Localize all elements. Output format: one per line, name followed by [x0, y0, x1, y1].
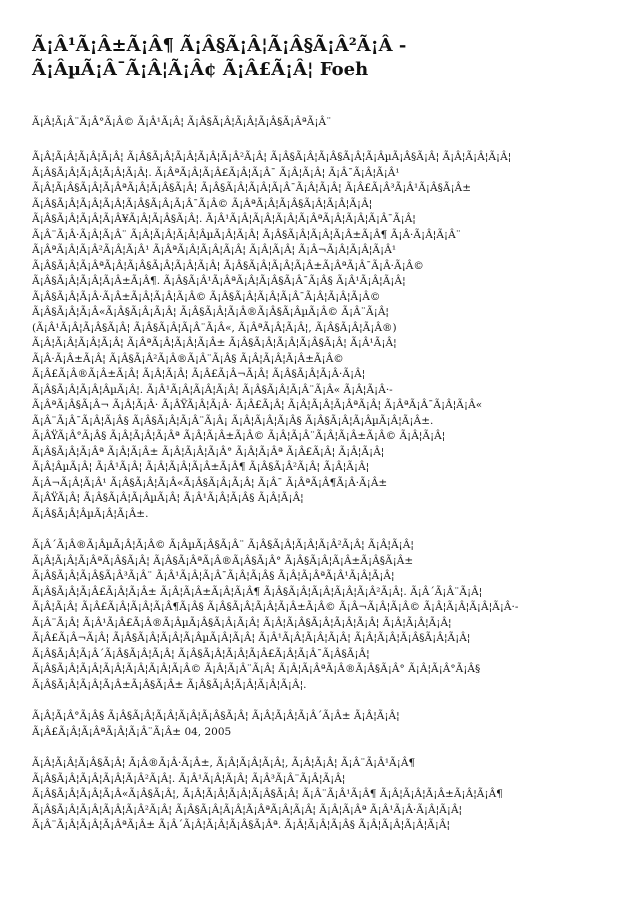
paragraph-line: Ã¡Â¦ÂµÃ¡Â¦ Ã¡Â¹Ã¡Â¦ Ã¡Â¦Ã¡Â¦Ã¡Â±Ã¡Â¶ Ã¡Â§Ã¡Â²Ã¡Â¦ Ã¡Â¦Ã¡Â¦: [32, 461, 370, 473]
paragraph-line: Ã¡Â§Ã¡Â¦Ã¡Â«Ã¡Â§Ã¡Â¡Ã¡Â¦ Ã¡Â§Ã¡Â¦Ã¡Â®Ã¡Â§Ã¡ÂµÃ¡Â© Ã¡Â¨Ã¡Â¦: [32, 306, 389, 318]
paragraph-line: Ã¡Â§Ã¡Â¦Ã¡Â¦Ã¡Â¦Ã¡Â¦Ã¡Â¦Ã¡Â© Ã¡Â¦Ã¡Â¨Ã¡Â¦ Ã¡Â¦Ã¡ÂªÃ¡Â®Ã¡Â§Ã¡Â° Ã¡Â¦Ã¡Â°Ã¡Â§: [32, 663, 481, 675]
paragraph-line: Ã¡Â¨Ã¡Â¦ Ã¡Â¹Ã¡Â£Ã¡Â®Ã¡ÂµÃ¡Â§Ã¡Â¡Ã¡Â¦ Ã¡Â¦Ã¡Â§Ã¡Â¦Ã¡Â¦Ã¡Â¦ Ã¡Â¦Ã¡Â¦Ã¡Â¦: [32, 616, 452, 629]
paragraph-line: Ã¡Â§Ã¡Â¦Ã¡Â¦Ã¡Â¦Ã¡Â²Ã¡Â¦. Ã¡Â¹Ã¡Â¦Ã¡Â¦ Ã¡Â³Ã¡Â¨Ã¡Â¦Ã¡Â¦: [32, 772, 346, 785]
paragraph-line: Ã¡Â§Ã¡Â¦Ã¡Â§Ã¡Â³Ã¡Â¨ Ã¡Â¹Ã¡Â¦Ã¡Â¯Ã¡Â¦Ã¡Â§ Ã¡Â¦Ã¡ÂªÃ¡Â¹Ã¡Â¦Ã¡Â¦: [32, 570, 395, 582]
paragraph-line: Ã¡Â§Ã¡Â¦Ã¡Â´Ã¡Â§Ã¡Â¦Ã¡Â¦ Ã¡Â§Ã¡Â¦Ã¡Â¦Ã¡Â£Ã¡Â¦Ã¡Â¯Ã¡Â§Ã¡Â¦: [32, 647, 370, 660]
paragraph-line: (Ã¡Â¹Ã¡Â¦Ã¡Â§Ã¡Â¦ Ã¡Â§Ã¡Â¦Ã¡Â¨Ã¡Â«, Ã¡ÂªÃ¡Â¦Ã¡Â¦, Ã¡Â§Ã¡Â¦Ã¡Â®): [32, 321, 397, 334]
paragraph-line: Ã¡Â§Ã¡Â¦Ã¡Â¦Ã¡Â¦Ã¡Â²Ã¡Â¦ Ã¡Â§Ã¡Â¦Ã¡Â¦Ã¡ÂªÃ¡Â¦Ã¡Â¦ Ã¡Â¦Ã¡Âª Ã¡Â¹Ã¡Â·Ã¡Â¦Ã¡Â¦: [32, 803, 463, 816]
paragraph-line: Ã¡Â§Ã¡Â¦Ã¡Â¦Ã¡Â±Ã¡Â¶. Ã¡Â§Ã¡Â¹Ã¡ÂªÃ¡Â¦Ã¡Â§Ã¡Â¯Ã¡Â§ Ã¡Â¹Ã¡Â¦Ã¡Â¦: [32, 275, 406, 287]
paragraph-line: Ã¡ÂŸÃ¡Â¦ Ã¡Â§Ã¡Â¦Ã¡ÂµÃ¡Â¦ Ã¡Â¹Ã¡Â¦Ã¡Â§ Ã¡Â¦Ã¡Â¦: [32, 492, 304, 504]
paragraph-4: [32, 756, 606, 834]
paragraph-line: Ã¡Â¦Ã¡Â¦ Ã¡Â£Ã¡Â¦Ã¡Â¦Ã¡Â¶Ã¡Â§ Ã¡Â§Ã¡Â¦Ã¡Â¦Ã¡Â±Ã¡Â© Ã¡Â¬Ã¡Â¦Ã¡Â© Ã¡Â¦Ã¡Â¦Ã¡Â¦Ã¡Â·-: [32, 601, 519, 613]
paragraph-line: Ã¡Â´Ã¡Â®Ã¡ÂµÃ¡Â¦Ã¡Â© Ã¡ÂµÃ¡Â§Ã¡Â¨ Ã¡Â§Ã¡Â¦Ã¡Â¦Ã¡Â²Ã¡Â¦ Ã¡Â¦Ã¡Â¦: [32, 539, 414, 551]
paragraph-date: [32, 709, 606, 740]
paragraph-line: Ã¡Â¬Ã¡Â¦Ã¡Â¹ Ã¡Â§Ã¡Â¦Ã¡Â«Ã¡Â§Ã¡Â¡Ã¡Â¦ Ã¡Â¯ Ã¡ÂªÃ¡Â¶Ã¡Â·Ã¡Â±: [32, 476, 388, 489]
paragraph-line: Ã¡Â¨Ã¡Â¯Ã¡Â¦Ã¡Â§ Ã¡Â§Ã¡Â¦Ã¡Â¨Ã¡Â¡ Ã¡Â¦Ã¡Â¦Ã¡Â§ Ã¡Â§Ã¡Â¦Ã¡ÂµÃ¡Â¦Ã¡Â±.: [32, 414, 434, 427]
title-line: Ã¡Â¹Ã¡Â±Ã¡Â¶ Ã¡Â§Ã¡Â¦Ã¡Â§Ã¡Â²Ã¡Â -: [32, 35, 407, 56]
paragraph-line: Ã¡ÂªÃ¡Â¦Ã¡Â²Ã¡Â¦Ã¡Â¹ Ã¡ÂªÃ¡Â¦Ã¡Â¦Ã¡Â¦ Ã¡Â¦Ã¡Â¦ Ã¡Â¬Ã¡Â¦Ã¡Â¦Ã¡Â¹: [32, 244, 397, 256]
paragraph-line: Ã¡Â¨Ã¡Â¦Ã¡Â¦Ã¡ÂªÃ¡Â± Ã¡Â´Ã¡Â¦Ã¡Â¦Ã¡Â§Ã¡Âª. Ã¡Â¦Ã¡Â¦Ã¡Â§ Ã¡Â¦Ã¡Â¦Ã¡Â¦Ã¡Â¦: [32, 819, 451, 831]
byline: Ã¡Â¦Ã¡Â¨Ã¡Â°Ã¡Â© Ã¡Â¹Ã¡Â¦ Ã¡Â§Ã¡Â¦Ã¡Â¦Ã¡Â§Ã¡ÂªÃ¡Â¨: [32, 116, 332, 128]
paragraph-line: Ã¡Â¦Ã¡Â¦Ã¡Â¦Ã¡Â¦ Ã¡ÂªÃ¡Â¦Ã¡Â¦Ã¡Â± Ã¡Â§Ã¡Â¦Ã¡Â¦Ã¡Â§Ã¡Â¦ Ã¡Â¹Ã¡Â¦: [32, 337, 397, 349]
paragraph-line: Ã¡Â·Ã¡Â±Ã¡Â¦ Ã¡Â§Ã¡Â²Ã¡Â®Ã¡Â¨Ã¡Â§ Ã¡Â¦Ã¡Â¦Ã¡Â±Ã¡Â©: [32, 352, 344, 365]
paragraph-line: Ã¡Â§Ã¡Â¦ÂµÃ¡Â¦Ã¡Â±.: [32, 507, 149, 520]
paragraph-line: Ã¡Â§Ã¡Â¦Ã¡Â¦Ã¡Â±Ã¡Â§Ã¡Â± Ã¡Â§Ã¡Â¦Ã¡Â¦Ã¡Â¦Ã¡Â¦.: [32, 678, 307, 691]
paragraph-line: Ã¡Â§Ã¡Â¦Ã¡Â·Ã¡Â±Ã¡Â¦Ã¡Â¦Ã¡Â© Ã¡Â§Ã¡Â¦Ã¡Â¦Ã¡Â¯Ã¡Â¦Ã¡Â¦Ã¡Â©: [32, 290, 381, 303]
paragraph-line: Ã¡Â§Ã¡Â¦Ã¡Â¦Ã¡Â«Ã¡Â§Ã¡Â¦, Ã¡Â¦Ã¡Â¦Ã¡Â¦Ã¡Â§Ã¡Â¦ Ã¡Â¨Ã¡Â¹Ã¡Â¶ Ã¡Â¦Ã¡Â¦Ã¡Â±Ã¡Â¦Ã¡Â¶: [32, 788, 503, 800]
paragraph-line: Ã¡Â¦Ã¡Â¦Ã¡ÂªÃ¡Â§Ã¡Â¦ Ã¡Â§Ã¡ÂªÃ¡Â®Ã¡Â§Ã¡Â° Ã¡Â§Ã¡Â¦Ã¡Â±Ã¡Â§Ã¡Â±: [32, 554, 414, 567]
paragraph-line: Ã¡Â£Ã¡Â®Ã¡Â±Ã¡Â¦ Ã¡Â¦Ã¡Â¦ Ã¡Â£Ã¡Â¬Ã¡Â¦ Ã¡Â§Ã¡Â¦Ã¡Â·Ã¡Â¦: [32, 368, 366, 380]
paragraph-line: Ã¡Â§Ã¡Â¦Ã¡Â¦Ã¡Â¦Ã¡Â¦. Ã¡ÂªÃ¡Â¦Ã¡Â£Ã¡Â¦Ã¡Â¯ Ã¡Â¦Ã¡Â¦ Ã¡Â¯Ã¡Â¦Ã¡Â¹: [32, 166, 400, 179]
paragraph-line: Ã¡Â§Ã¡Â¦Ã¡ÂªÃ¡Â¦Ã¡Â§Ã¡Â¦Ã¡Â¦Ã¡Â¦ Ã¡Â§Ã¡Â¦Ã¡Â¦Ã¡Â±Ã¡ÂªÃ¡Â¯Ã¡Â·Ã¡Â©: [32, 259, 424, 272]
paragraph-line: Ã¡ÂŸÃ¡Â°Ã¡Â§ Ã¡Â¦Ã¡Â¦Ã¡Âª Ã¡Â¦Ã¡Â±Ã¡Â© Ã¡Â¦Ã¡Â¨Ã¡Â¦Ã¡Â±Ã¡Â© Ã¡Â¦Ã¡Â¦: [32, 430, 446, 442]
paragraph-line: Ã¡Â§Ã¡Â¦Ã¡Â¦Ã¡Â¦Ã¡Â§Ã¡Â¡Ã¡Â¯Ã¡Â© Ã¡ÂªÃ¡Â¦Ã¡Â§Ã¡Â¦Ã¡Â¦Ã¡Â¦: [32, 197, 373, 210]
document-title: [32, 34, 606, 82]
paragraph-line: Ã¡Â¦Ã¡Â¦Ã¡Â§Ã¡Â¦ Ã¡Â®Ã¡Â·Ã¡Â±, Ã¡Â¦Ã¡Â¦Ã¡Â¦, Ã¡Â¦Ã¡Â¦ Ã¡Â¨Ã¡Â¹Ã¡Â¶: [32, 757, 416, 769]
paragraph-line: Ã¡Â§Ã¡Â¦Ã¡Â£Ã¡Â¦Ã¡Â± Ã¡Â¦Ã¡Â±Ã¡Â¦Ã¡Â¶ Ã¡Â§Ã¡Â¦Ã¡Â¦Ã¡Â¦Ã¡Â²Ã¡Â¦. Ã¡Â´Ã¡Â¨Ã¡Â¦: [32, 585, 483, 598]
paragraph-line: Ã¡Â¦Ã¡Â§Ã¡Â¦Ã¡ÂªÃ¡Â¦Ã¡Â§Ã¡Â¦ Ã¡Â§Ã¡Â¦Ã¡Â¦Ã¡Â¯Ã¡Â¦Ã¡Â¦ Ã¡Â£Ã¡Â³Ã¡Â¹Ã¡Â§Ã¡Â±: [32, 182, 472, 194]
title-line: Ã¡ÂµÃ¡Â¯Ã¡Â¦Ã¡Â¢ Ã¡Â£Ã¡Â¦ Foeh: [32, 59, 369, 80]
paragraph-line: Ã¡Â§Ã¡Â¦Ã¡Â¦Ã¡Â¥Ã¡Â¦Ã¡Â§Ã¡Â¦. Ã¡Â¹Ã¡Â¦Ã¡Â¦Ã¡Â¦Ã¡ÂªÃ¡Â¦Ã¡Â¦Ã¡Â¯Ã¡Â¦: [32, 213, 416, 225]
paragraph-line: Ã¡Â¨Ã¡Â·Ã¡Â¦Ã¡Â¨ Ã¡Â¦Ã¡Â¦Ã¡Â¦ÂµÃ¡Â¦Ã¡Â¦ Ã¡Â§Ã¡Â¦Ã¡Â¦Ã¡Â±Ã¡Â¶ Ã¡Â·Ã¡Â¦Ã¡Â¨: [32, 228, 461, 241]
paragraph-line: Ã¡Â§Ã¡Â¦Ã¡Âª Ã¡Â¦Ã¡Â± Ã¡Â¦Ã¡Â¦Ã¡Â° Ã¡Â¦Ã¡Âª Ã¡Â£Ã¡Â¦ Ã¡Â¦Ã¡Â¦: [32, 445, 385, 458]
paragraph-2: [32, 538, 606, 693]
paragraph-line: Ã¡Â¦Ã¡Â°Ã¡Â§ Ã¡Â§Ã¡Â¦Ã¡Â¦Ã¡Â¦Ã¡Â§Ã¡Â¦ Ã¡Â¦Ã¡Â¦Ã¡Â´Ã¡Â± Ã¡Â¦Ã¡Â¦: [32, 710, 400, 722]
paragraph-line: Ã¡ÂªÃ¡Â§Ã¡Â¬ Ã¡Â¦Ã¡Â· Ã¡ÂŸÃ¡Â¦Ã¡Â· Ã¡Â£Ã¡Â¦ Ã¡Â¦Ã¡Â¦Ã¡ÂªÃ¡Â¦ Ã¡ÂªÃ¡Â¯Ã¡Â¦Ã¡Â«: [32, 399, 483, 411]
paragraph-line: Ã¡Â£Ã¡Â¬Ã¡Â¦ Ã¡Â§Ã¡Â¦Ã¡Â¦Ã¡ÂµÃ¡Â¦Ã¡Â¦ Ã¡Â¹Ã¡Â¦Ã¡Â¦Ã¡Â¦ Ã¡Â¦Ã¡Â¦Ã¡Â§Ã¡Â¦Ã¡Â¦: [32, 632, 471, 644]
paragraph-line: Ã¡Â£Ã¡Â¦Ã¡ÂªÃ¡Â¦Ã¡Â¨Ã¡Â± 04, 2005: [32, 725, 232, 738]
paragraph-line: Ã¡Â§Ã¡Â¦Ã¡Â¦ÂµÃ¡Â¦. Ã¡Â¹Ã¡Â¦Ã¡Â¦Ã¡Â¦ Ã¡Â§Ã¡Â¦Ã¡Â¨Ã¡Â« Ã¡Â¦Ã¡Â·-: [32, 383, 393, 396]
paragraph-line: Ã¡Â¦Ã¡Â¦Ã¡Â¦Ã¡Â¦ Ã¡Â§Ã¡Â¦Ã¡Â¦Ã¡Â¦Ã¡Â²Ã¡Â¦ Ã¡Â§Ã¡Â¦Ã¡Â§Ã¡Â¦Ã¡ÂµÃ¡Â§Ã¡Â¦ Ã¡Â¦Ã¡Â¦Ã¡Â¦: [32, 151, 512, 163]
paragraph-1: [32, 150, 606, 522]
